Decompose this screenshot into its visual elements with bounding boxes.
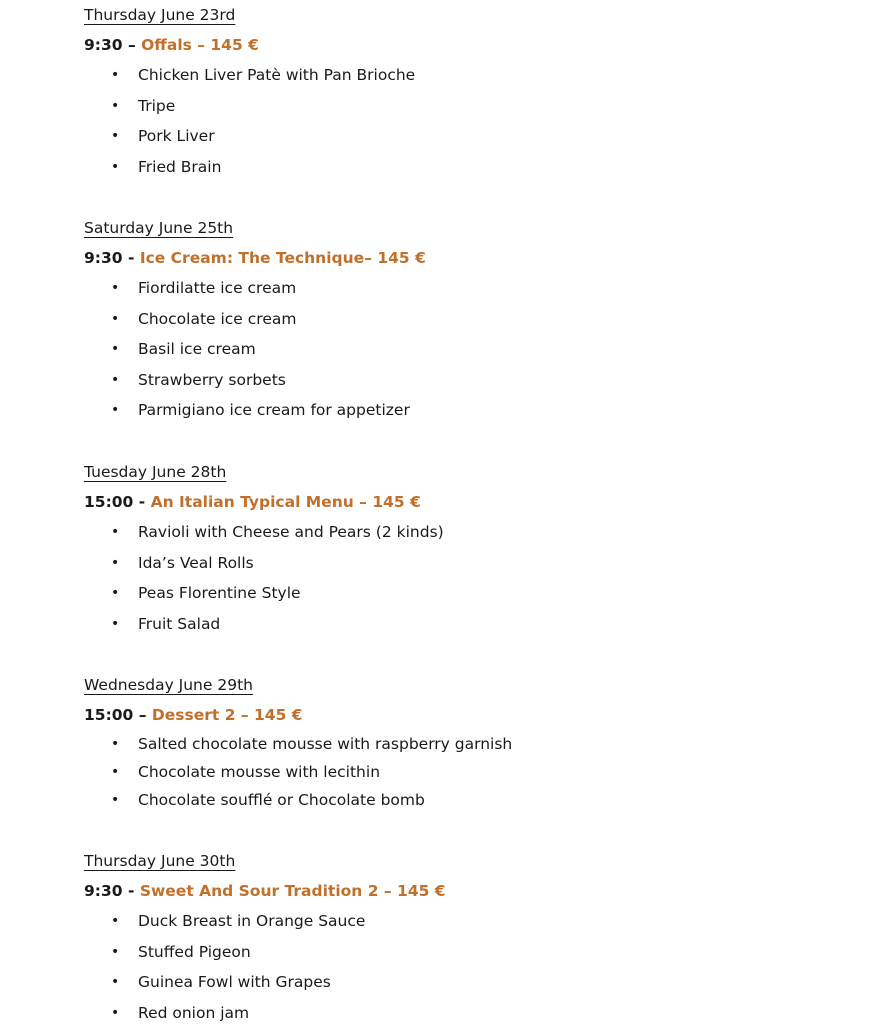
dish-item bbox=[84, 395, 864, 426]
dish-item bbox=[84, 609, 864, 640]
dish-name: Parmigiano ice cream for appetizer bbox=[138, 401, 410, 419]
dish-list bbox=[84, 730, 864, 814]
dish-item bbox=[84, 273, 864, 304]
dish-item bbox=[84, 152, 864, 183]
dish-name: Stuffed Pigeon bbox=[138, 943, 251, 961]
event-section bbox=[84, 457, 864, 639]
heading-separator: - bbox=[128, 882, 134, 900]
course-title: Offals – 145 € bbox=[141, 36, 259, 54]
dish-item bbox=[84, 304, 864, 335]
dish-item bbox=[84, 967, 864, 998]
event-date: Thursday June 30th bbox=[84, 846, 235, 876]
dish-name: Chocolate soufflé or Chocolate bomb bbox=[138, 791, 425, 809]
heading-separator: – bbox=[128, 36, 136, 54]
event-heading bbox=[84, 243, 864, 273]
dish-name: Fruit Salad bbox=[138, 615, 220, 633]
dish-item bbox=[84, 906, 864, 937]
heading-separator: - bbox=[128, 249, 134, 267]
event-date: Tuesday June 28th bbox=[84, 457, 226, 487]
dish-item bbox=[84, 578, 864, 609]
dish-list bbox=[84, 517, 864, 639]
dish-item bbox=[84, 758, 864, 786]
event-section bbox=[84, 213, 864, 426]
bullet-icon: • bbox=[111, 998, 119, 1028]
dish-name: Ida’s Veal Rolls bbox=[138, 554, 254, 572]
dish-name: Tripe bbox=[138, 97, 175, 115]
bullet-icon: • bbox=[111, 730, 119, 758]
bullet-icon: • bbox=[111, 121, 119, 152]
dish-item bbox=[84, 998, 864, 1028]
bullet-icon: • bbox=[111, 60, 119, 91]
heading-separator: - bbox=[139, 493, 145, 511]
bullet-icon: • bbox=[111, 967, 119, 998]
dish-name: Guinea Fowl with Grapes bbox=[138, 973, 331, 991]
dish-name: Duck Breast in Orange Sauce bbox=[138, 912, 365, 930]
bullet-icon: • bbox=[111, 91, 119, 122]
bullet-icon: • bbox=[111, 609, 119, 640]
dish-name: Salted chocolate mousse with raspberry garnish bbox=[138, 735, 512, 753]
dish-item bbox=[84, 121, 864, 152]
event-section bbox=[84, 670, 864, 814]
dish-item bbox=[84, 786, 864, 814]
event-time: 15:00 bbox=[84, 493, 133, 511]
dish-item bbox=[84, 937, 864, 968]
dish-name: Chocolate ice cream bbox=[138, 310, 296, 328]
bullet-icon: • bbox=[111, 517, 119, 548]
dish-name: Red onion jam bbox=[138, 1004, 249, 1022]
dish-list bbox=[84, 906, 864, 1028]
dish-name: Strawberry sorbets bbox=[138, 371, 286, 389]
bullet-icon: • bbox=[111, 937, 119, 968]
dish-name: Pork Liver bbox=[138, 127, 215, 145]
dish-item bbox=[84, 60, 864, 91]
event-section bbox=[84, 846, 864, 1028]
heading-separator: – bbox=[139, 706, 147, 724]
dish-item bbox=[84, 548, 864, 579]
dish-item bbox=[84, 334, 864, 365]
dish-list bbox=[84, 60, 864, 182]
event-date: Wednesday June 29th bbox=[84, 670, 253, 700]
course-title: Dessert 2 – 145 € bbox=[152, 706, 303, 724]
dish-name: Basil ice cream bbox=[138, 340, 256, 358]
bullet-icon: • bbox=[111, 273, 119, 304]
event-time: 9:30 bbox=[84, 882, 123, 900]
bullet-icon: • bbox=[111, 786, 119, 814]
event-section bbox=[84, 0, 864, 182]
dish-name: Chocolate mousse with lecithin bbox=[138, 763, 380, 781]
dish-item bbox=[84, 365, 864, 396]
bullet-icon: • bbox=[111, 395, 119, 426]
dish-name: Chicken Liver Patè with Pan Brioche bbox=[138, 66, 415, 84]
bullet-icon: • bbox=[111, 548, 119, 579]
event-time: 9:30 bbox=[84, 249, 123, 267]
event-heading bbox=[84, 30, 864, 60]
bullet-icon: • bbox=[111, 758, 119, 786]
event-date: Saturday June 25th bbox=[84, 213, 233, 243]
bullet-icon: • bbox=[111, 304, 119, 335]
event-heading bbox=[84, 876, 864, 906]
bullet-icon: • bbox=[111, 152, 119, 183]
dish-name: Fried Brain bbox=[138, 158, 221, 176]
event-date: Thursday June 23rd bbox=[84, 0, 235, 30]
event-time: 15:00 bbox=[84, 706, 133, 724]
dish-name: Ravioli with Cheese and Pears (2 kinds) bbox=[138, 523, 444, 541]
dish-item bbox=[84, 91, 864, 122]
dish-name: Fiordilatte ice cream bbox=[138, 279, 296, 297]
course-title: Sweet And Sour Tradition 2 – 145 € bbox=[140, 882, 446, 900]
course-title: Ice Cream: The Technique– 145 € bbox=[140, 249, 426, 267]
bullet-icon: • bbox=[111, 334, 119, 365]
bullet-icon: • bbox=[111, 365, 119, 396]
bullet-icon: • bbox=[111, 906, 119, 937]
dish-list bbox=[84, 273, 864, 426]
bullet-icon: • bbox=[111, 578, 119, 609]
dish-item bbox=[84, 517, 864, 548]
dish-name: Peas Florentine Style bbox=[138, 584, 301, 602]
event-heading bbox=[84, 487, 864, 517]
course-title: An Italian Typical Menu – 145 € bbox=[151, 493, 421, 511]
event-time: 9:30 bbox=[84, 36, 123, 54]
event-heading bbox=[84, 700, 864, 730]
dish-item bbox=[84, 730, 864, 758]
